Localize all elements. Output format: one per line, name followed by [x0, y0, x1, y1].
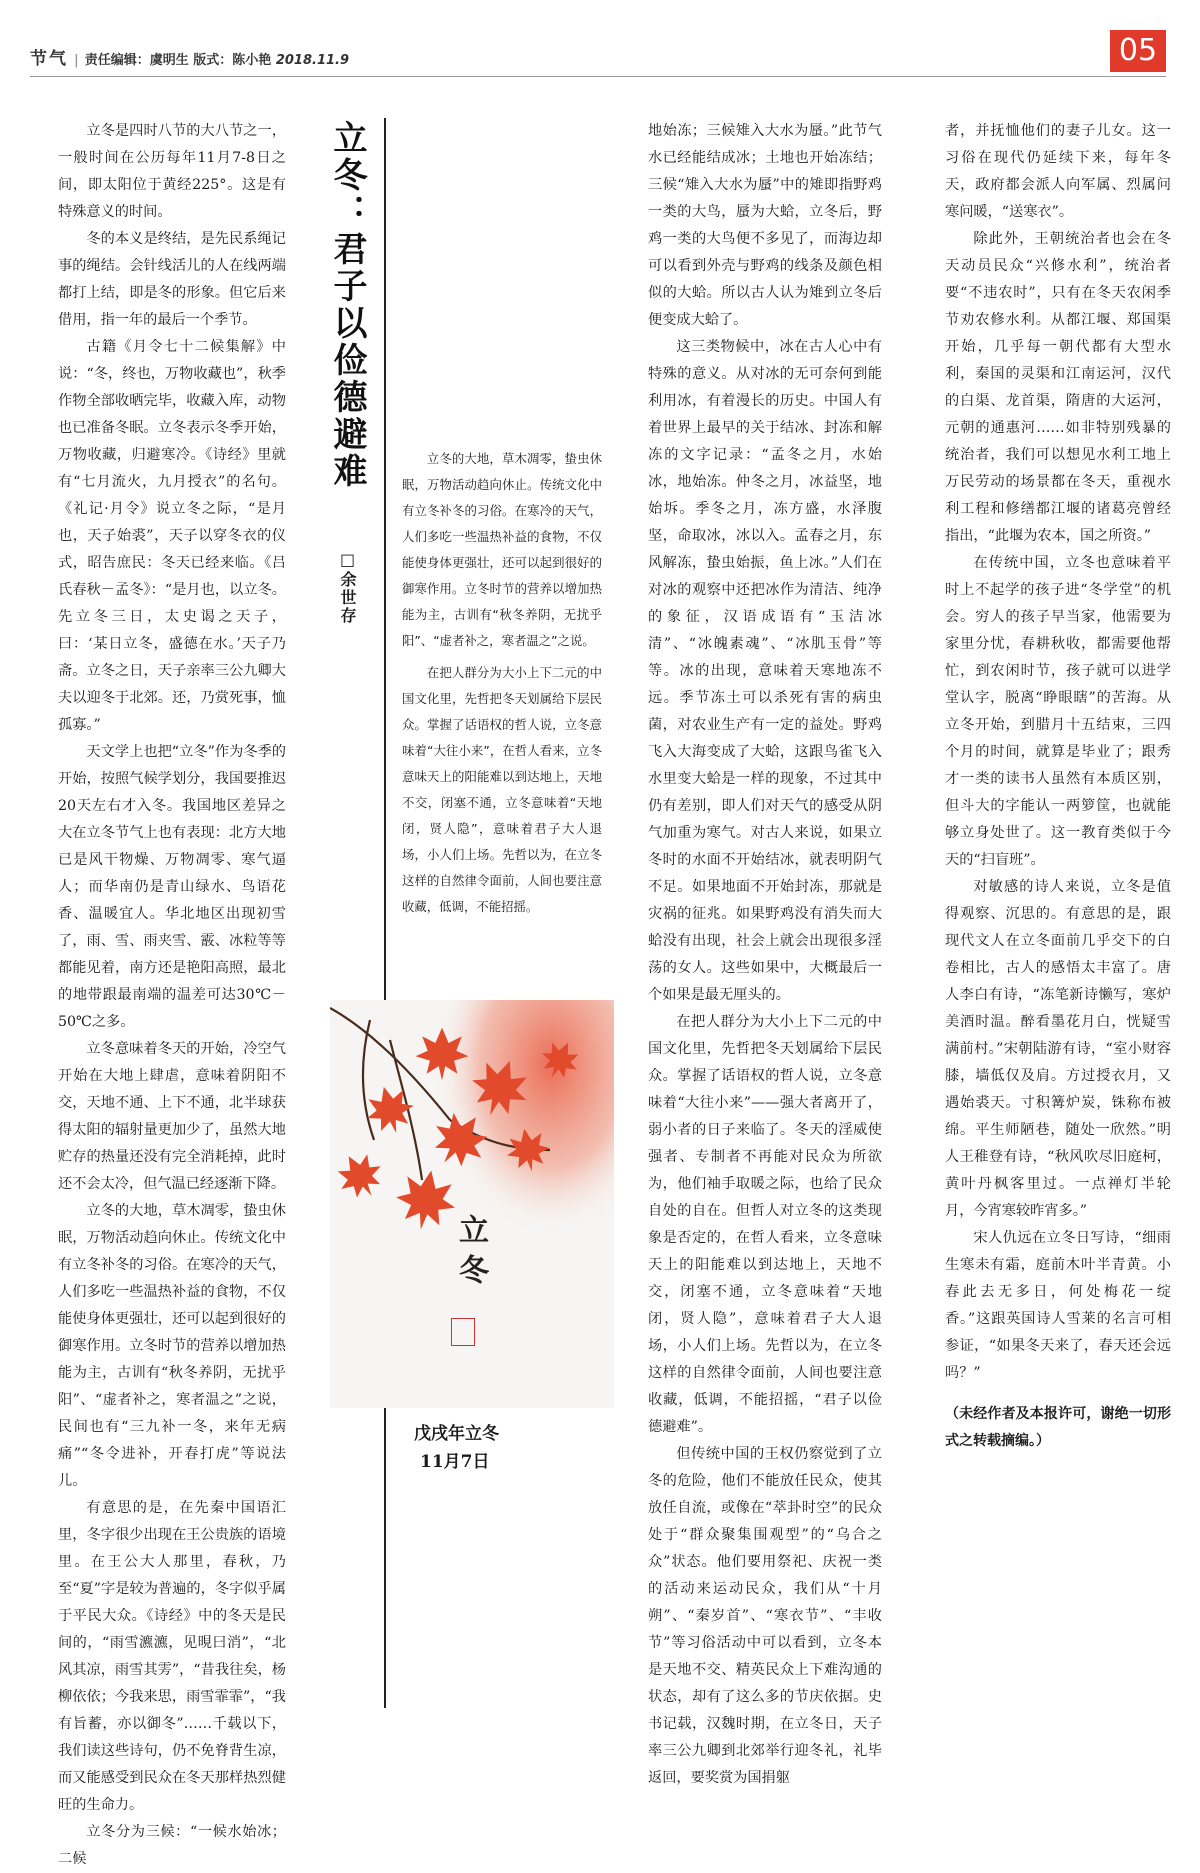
article-title: 立冬：君子以俭德避难: [327, 120, 367, 490]
paragraph: 除此外，王朝统治者也会在冬天动员民众“兴修水利”，统治者要“不违农时”，只有在冬天农闲季节劝农修水利。从都江堰、郑国渠开始，几乎每一朝代都有大型水利，秦国的灵渠和江南运河，汉代的白渠、龙首渠，隋唐的大运河，元朝的通惠河……如非特别残暴的统治者，我们可以想见水利工地上万民劳动的场景都在冬天，重视水利工程和修缮都江堰的诸葛亮曾经指出，“此堰为农本，国之所资。”: [945, 231, 1171, 544]
column-4: [945, 118, 1171, 1455]
column-3: [648, 118, 882, 1792]
caption-line-2: 11月7日: [420, 1452, 490, 1472]
page-header: [30, 44, 349, 69]
paragraph: 在把人群分为大小上下二元的中国文化里，先哲把冬天划属给下层民众。掌握了话语权的哲人说，立冬意味着“大往小来”——强大者离开了，弱小者的日子来临了。冬天的淫威使强者、专制者不再能对民众为所欲为，他们袖手取暖之际，也给了民众自处的自在。但哲人对立冬的这类现象是否定的，在哲人看来，立冬意味天上的阳能难以到达地上，天地不交，闭塞不通，立冬意味着“天地闭，贤人隐”，意味着君子大人退场，小人们上场。先哲以为，在立冬这样的自然律令面前，人间也要注意收藏，低调，不能招摇，“君子以俭德避难”。: [648, 1014, 882, 1435]
painting-title: 立冬: [453, 1214, 488, 1294]
layout-credit: 版式：陈小艳: [193, 53, 272, 68]
paragraph: 立冬是四时八节的大八节之一，一般时间在公历每年11月7-8日之间，即太阳位于黄经225°。这是有特殊意义的时间。: [58, 123, 286, 220]
column-divider: [384, 118, 386, 1708]
paragraph: 天文学上也把“立冬”作为冬季的开始，按照气候学划分，我国要推迟20天左右才入冬。我国地区差异之大在立冬节气上也有表现：北方大地已是风干物燥、万物凋零、寒气逼人；而华南仍是青山绿水、鸟语花香、温暖宜人。华北地区出现初雪了，雨、雪、雨夹雪、霰、冰粒等等都能见着，南方还是艳阳高照，最北的地带跟最南端的温差可达30℃－50℃之多。: [58, 744, 286, 1030]
paragraph: 立冬分为三候：“一候水始冰；二候: [58, 1824, 286, 1867]
paragraph: 对敏感的诗人来说，立冬是值得观察、沉思的。有意思的是，跟现代文人在立冬面前几乎交下的白卷相比，古人的感悟太丰富了。唐人李白有诗，“冻笔新诗懒写，寒炉美酒时温。醉看墨花月白，恍疑雪满前村。”宋朝陆游有诗，“室小财容膝，墙低仅及肩。方过授衣月，又遇始裘天。寸积篝炉炭，铢称布被绵。平生师陋巷，随处一欣然。”明人王稚登有诗，“秋风吹尽旧庭柯，黄叶丹枫客里过。一点禅灯半轮月，今宵寒较昨宵多。”: [945, 879, 1171, 1219]
maple-leaf-painting: [330, 1000, 614, 1408]
sidebar-paragraph: 立冬的大地，草木凋零，蛰虫休眠，万物活动趋向休止。传统文化中有立冬补冬的习俗。在寒冷的天气，人们多吃一些温热补益的食物，不仅能使身体更强壮，还可以起到很好的御寒作用。立冬时节的营养以增加热能为主，古训有“秋冬养阴，无扰乎阳”、“虚者补之，寒者温之”之说。: [402, 451, 602, 648]
column-1: [58, 118, 286, 1873]
paragraph: 地始冻；三候雉入大水为蜃。”此节气水已经能结成冰；土地也开始冻结；三候“雉入大水为蜃”中的雉即指野鸡一类的大鸟，蜃为大蛤，立冬后，野鸡一类的大鸟便不多见了，而海边却可以看到外壳与野鸡的线条及颜色相似的大蛤。所以古人认为雉到立冬后便变成大蛤了。: [648, 123, 882, 328]
sidebar-excerpt: [402, 446, 602, 926]
header-divider: |: [74, 53, 79, 68]
page-number: 05: [1110, 30, 1166, 72]
paragraph: 这三类物候中，冰在古人心中有特殊的意义。从对冰的无可奈何到能利用冰，有着漫长的历史。中国人有着世界上最早的关于结冰、封冻和解冻的文字记录：“孟冬之月，水始冰，地始冻。仲冬之月，冰益坚，地始坼。季冬之月，冻方盛，水泽腹坚，命取冰，冰以入。孟春之月，东风解冻，蛰虫始振，鱼上冰。”人们在对冰的观察中还把冰作为清洁、纯净的象征，汉语成语有“玉洁冰清”、“冰魄素魂”、“冰肌玉骨”等等。冰的出现，意味着天寒地冻不远。季节冻土可以杀死有害的病虫菌，对农业生产有一定的益处。野鸡飞入大海变成了大蛤，这跟鸟雀飞入水里变大蛤是一样的现象，不过其中仍有差别，即人们对天气的感受从阴气加重为寒气。对古人来说，如果立冬时的水面不开始结冰，就表明阴气不足。如果地面不开始封冻，那就是灾祸的征兆。如果野鸡没有消失而大蛤没有出现，社会上就会出现很多淫荡的女人。这些如果中，大概最后一个如果是最无厘头的。: [648, 339, 882, 1003]
copyright-notice: （未经作者及本报许可，谢绝一切形式之转载摘编。）: [945, 1406, 1171, 1449]
paragraph: 在传统中国，立冬也意味着平时上不起学的孩子进“冬学堂”的机会。穷人的孩子早当家，他需要为家里分忧，春耕秋收，都需要他帮忙，到农闲时节，孩子就可以进学堂认字，脱离“睁眼瞎”的苦海。从立冬开始，到腊月十五结束，三四个月的时间，就算是毕业了；跟秀才一类的读书人虽然有本质区别，但斗大的字能认一两箩筐，也就能够立身处世了。这一教育类似于今天的“扫盲班”。: [945, 555, 1171, 868]
seal-stamp: [451, 1318, 475, 1346]
maple-leaf-illustration: [330, 1000, 614, 1408]
paragraph: 立冬意味着冬天的开始，冷空气开始在大地上肆虐，意味着阴阳不交，天地不通、上下不通，北半球获得太阳的辐射量更加少了，虽然大地贮存的热量还没有完全消耗掉，此时还不会太冷，但气温已经逐渐下降。: [58, 1041, 286, 1192]
issue-date: 2018.11.9: [275, 53, 350, 68]
editor-credit: 责任编辑：虞明生: [84, 53, 189, 68]
paragraph: 古籍《月令七十二候集解》中说：“冬，终也，万物收藏也”，秋季作物全部收晒完毕，收藏入库，动物也已准备冬眠。立冬表示冬季开始，万物收藏，归避寒冷。《诗经》里就有“七月流火，九月授衣”的名句。《礼记·月令》说立冬之际，“是月也，天子始裘”，天子以穿冬衣的仪式，昭告庶民：冬天已经来临。《吕氏春秋－孟冬》：“是月也，以立冬。先立冬三日，太史谒之天子，曰：‘某日立冬，盛德在水。’天子乃斋。立冬之日，天子亲率三公九卿大夫以迎冬于北郊。还，乃赏死事，恤孤寡。”: [58, 339, 286, 733]
paragraph: 但传统中国的王权仍察觉到了立冬的危险，他们不能放任民众，使其放任自流，或像在“萃卦时空”的民众处于“群众聚集围观型”的“乌合之众”状态。他们要用祭祀、庆祝一类的活动来运动民众，我们从“十月朔”、“秦岁首”、“寒衣节”、“丰收节”等习俗活动中可以看到，立冬本是天地不交、精英民众上下难沟通的状态，却有了这么多的节庆依据。史书记载，汉魏时期，在立冬日，天子率三公九卿到北郊举行迎冬礼，礼毕返回，要奖赏为国捐躯: [648, 1446, 882, 1786]
paragraph: 宋人仇远在立冬日写诗，“细雨生寒未有霜，庭前木叶半青黄。小春此去无多日，何处梅花一绽香。”这跟英国诗人雪莱的名言可相参证，“如果冬天来了，春天还会远吗？”: [945, 1230, 1171, 1381]
paragraph: 冬的本义是终结，是先民系绳记事的绳结。会针线活儿的人在线两端都打上结，即是冬的形象。但它后来借用，指一年的最后一个季节。: [58, 231, 286, 328]
paragraph: 立冬的大地，草木凋零，蛰虫休眠，万物活动趋向休止。传统文化中有立冬补冬的习俗。在寒冷的天气，人们多吃一些温热补益的食物，不仅能使身体更强壮，还可以起到很好的御寒作用。立冬时节的营养以增加热能为主，古训有“秋冬养阴，无扰乎阳”、“虚者补之，寒者温之”之说，民间也有“三九补一冬，来年无病痛”“冬令进补，开春打虎”等说法儿。: [58, 1203, 286, 1489]
painting-caption: [414, 1420, 499, 1476]
sidebar-paragraph: 在把人群分为大小上下二元的中国文化里，先哲把冬天划属给下层民众。掌握了话语权的哲人说，立冬意味着“大往小来”，在哲人看来，立冬意味天上的阳能难以到达地上，天地不交，闭塞不通，立冬意味着“天地闭，贤人隐”，意味着君子大人退场，小人们上场。先哲以为，在立冬这样的自然律令面前，人间也要注意收藏，低调，不能招摇。: [402, 665, 602, 914]
article-author: □余世存: [338, 550, 357, 625]
paragraph: 者，并抚恤他们的妻子儿女。这一习俗在现代仍延续下来，每年冬天，政府都会派人向军属、烈属问寒问暖，“送寒衣”。: [945, 123, 1171, 220]
paragraph: 有意思的是，在先秦中国语汇里，冬字很少出现在王公贵族的语境里。在王公大人那里，春秋，乃至“夏”字是较为普遍的，冬字似乎属于平民大众。《诗经》中的冬天是民间的，“雨雪瀌瀌，见晛曰消”，“北风其凉，雨雪其雱”，“昔我往矣，杨柳依依；今我来思，雨雪霏霏”，“我有旨蓄，亦以御冬”……千载以下，我们读这些诗句，仍不免脊背生凉，而又能感受到民众在冬天那样热烈健旺的生命力。: [58, 1500, 286, 1813]
header-rule: [30, 76, 1166, 77]
section-name: 节气: [30, 49, 68, 69]
caption-line-1: 戊戌年立冬: [414, 1424, 499, 1444]
